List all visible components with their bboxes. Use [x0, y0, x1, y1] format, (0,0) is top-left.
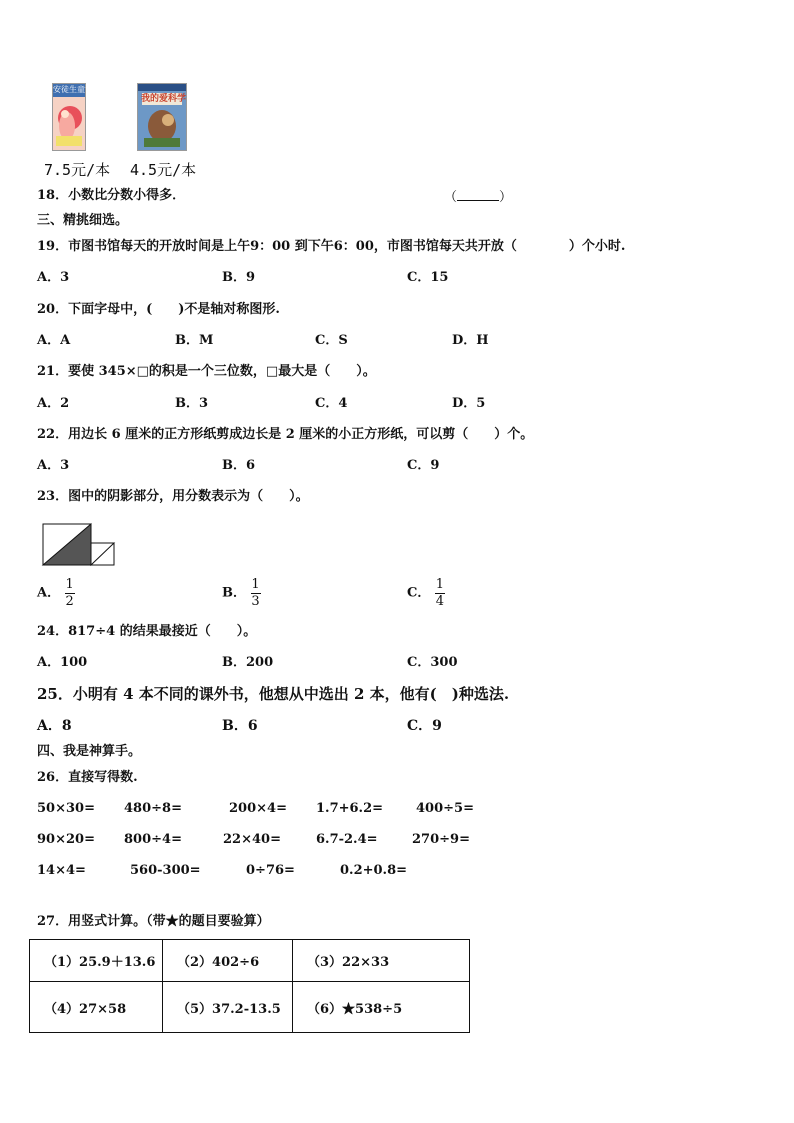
q21-option-b[interactable]: B．3 — [175, 396, 209, 411]
q26-item[interactable]: 200×4= — [229, 801, 287, 816]
q26-item[interactable]: 6.7-2.4= — [316, 832, 378, 847]
calc-cell[interactable]: （5）37.2-13.5 — [163, 982, 293, 1033]
calc-cell[interactable]: （4）27×58 — [30, 982, 163, 1033]
q25-option-a[interactable]: A．8 — [37, 718, 72, 734]
blank-open-paren: （ — [444, 190, 458, 205]
fraction-one-quarter: $\frac{1}{4}$ — [435, 577, 445, 609]
question-22: 22．用边长 6 厘米的正方形纸剪成边长是 2 厘米的小正方形纸，可以剪（ ）个。 — [37, 427, 534, 442]
q20-option-a[interactable]: A．A — [37, 333, 71, 348]
q24-option-a[interactable]: A．100 — [37, 655, 88, 670]
q22-option-b[interactable]: B．6 — [222, 458, 256, 473]
q22-option-c[interactable]: C．9 — [407, 458, 440, 473]
question-21: 21．要使 345×□的积是一个三位数，□最大是（ ）。 — [37, 364, 376, 379]
answer-line — [457, 188, 499, 201]
question-20: 20．下面字母中，( )不是轴对称图形. — [37, 302, 280, 317]
fraction-one-third: $\frac{1}{3}$ — [251, 577, 260, 609]
q23-option-a[interactable] — [37, 578, 75, 614]
vertical-calc-table — [29, 939, 470, 1033]
q22-option-a[interactable]: A．3 — [37, 458, 70, 473]
calc-cell[interactable]: （3）22×33 — [293, 940, 470, 982]
q26-item[interactable]: 14×4= — [37, 863, 86, 878]
q26-item[interactable]: 560-300= — [130, 863, 201, 878]
shaded-shape-figure — [42, 523, 116, 567]
q20-option-b[interactable]: B．M — [175, 333, 214, 348]
q26-item[interactable]: 22×40= — [223, 832, 281, 847]
q26-item[interactable]: 0÷76= — [246, 863, 295, 878]
option-label: A． — [37, 585, 61, 601]
question-18-answer-blank[interactable] — [444, 188, 512, 206]
q26-item[interactable]: 400÷5= — [416, 801, 474, 816]
book2-price: 4.5元/本 — [130, 161, 197, 179]
option-label: C． — [407, 585, 431, 601]
calc-cell[interactable]: （2）402÷6 — [163, 940, 293, 982]
calc-cell[interactable]: （1）25.9＋13.6 — [30, 940, 163, 982]
table-row — [30, 982, 470, 1033]
q21-option-a[interactable]: A．2 — [37, 396, 70, 411]
table-row — [30, 940, 470, 982]
fraction-one-half: $\frac{1}{2}$ — [65, 577, 74, 609]
q21-option-d[interactable]: D．5 — [452, 396, 486, 411]
q24-option-c[interactable]: C．300 — [407, 655, 458, 670]
question-26: 26．直接写得数. — [37, 770, 138, 785]
q19-option-a[interactable]: A．3 — [37, 270, 70, 285]
book-cover-andersen — [52, 83, 93, 151]
question-25: 25．小明有 4 本不同的课外书，他想从中选出 2 本，他有( )种选法. — [37, 685, 510, 703]
book1-price: 7.5元/本 — [44, 161, 111, 179]
q26-item[interactable]: 50×30= — [37, 801, 95, 816]
question-18: 18．小数比分数小得多． — [37, 188, 186, 203]
q26-item[interactable]: 1.7+6.2= — [316, 801, 384, 816]
section-3-heading: 三、精挑细选。 — [37, 213, 129, 228]
q20-option-d[interactable]: D．H — [452, 333, 489, 348]
q24-option-b[interactable]: B．200 — [222, 655, 274, 670]
book1-cover-title: 安徒生童话 — [53, 85, 93, 94]
q19-option-b[interactable]: B．9 — [222, 270, 256, 285]
question-19: 19．市图书馆每天的开放时间是上午9：00 到下午6：00，市图书馆每天共开放（ ）个小时. — [37, 239, 626, 254]
book2-cover-title: 我的爱科学 — [141, 94, 187, 104]
calc-cell[interactable]: （6）★538÷5 — [293, 982, 470, 1033]
q20-option-c[interactable]: C．S — [315, 333, 348, 348]
q25-option-c[interactable]: C．9 — [407, 718, 442, 734]
q26-item[interactable]: 800÷4= — [124, 832, 182, 847]
book-cover-science — [137, 83, 187, 151]
section-4-heading: 四、我是神算手。 — [37, 744, 142, 759]
q26-item[interactable]: 90×20= — [37, 832, 95, 847]
q26-item[interactable]: 480÷8= — [124, 801, 182, 816]
q23-option-c[interactable] — [407, 578, 445, 614]
q26-item[interactable]: 270÷9= — [412, 832, 470, 847]
question-24: 24．817÷4 的结果最接近（ ）。 — [37, 624, 257, 639]
q21-option-c[interactable]: C．4 — [315, 396, 348, 411]
question-27: 27．用竖式计算。（带★的题目要验算） — [37, 914, 270, 929]
q19-option-c[interactable]: C．15 — [407, 270, 449, 285]
question-23: 23．图中的阴影部分，用分数表示为（ ）。 — [37, 489, 309, 504]
blank-close-paren: ） — [499, 190, 513, 205]
q26-item[interactable]: 0.2+0.8= — [340, 863, 408, 878]
q25-option-b[interactable]: B．6 — [222, 718, 258, 734]
option-label: B． — [222, 585, 246, 601]
q23-option-b[interactable] — [222, 578, 261, 614]
